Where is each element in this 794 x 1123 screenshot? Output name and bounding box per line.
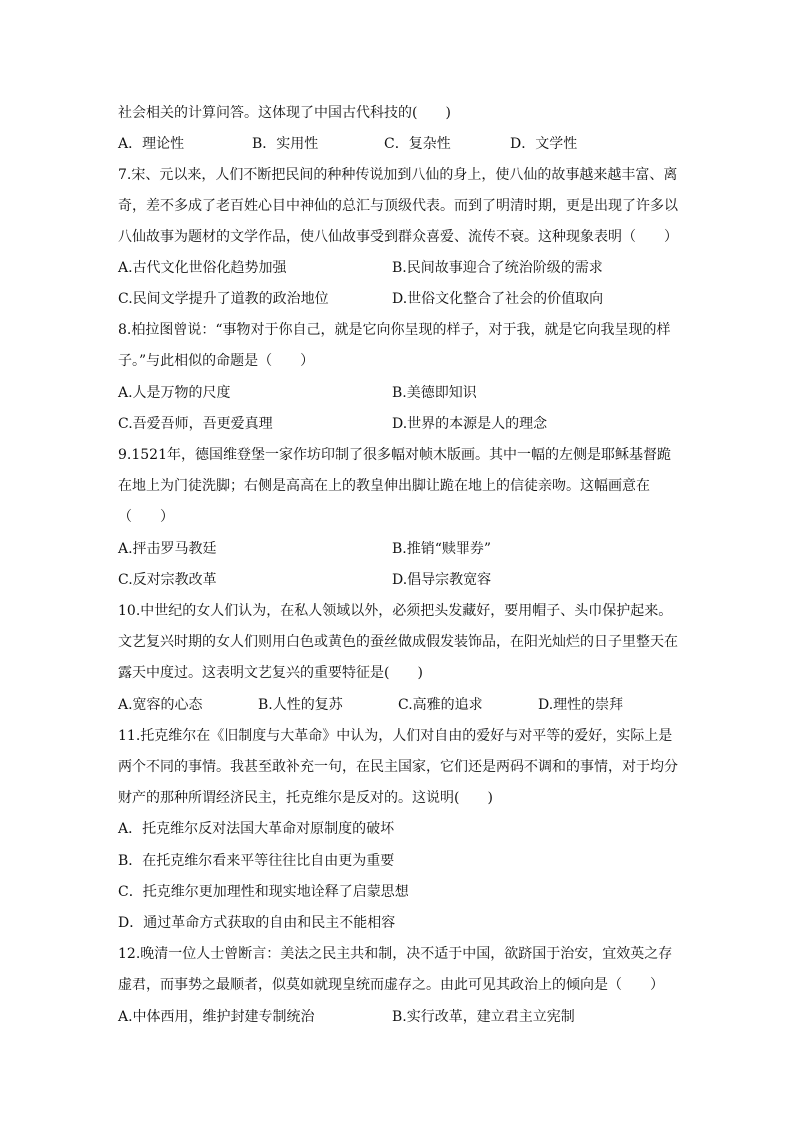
- q9-option-d: D.倡导宗教宽容: [392, 572, 492, 588]
- q8-stem-line-1: 8.柏拉图曾说：“事物对于你自己，就是它向你呈现的样子，对于我，就是它向我呈现的样: [118, 322, 671, 338]
- q7-option-d: D.世俗文化整合了社会的价值取向: [392, 291, 604, 307]
- q11-option-b: B．在托克维尔看来平等往往比自由更为重要: [118, 853, 395, 869]
- q7-stem-line-2: 奇，差不多成了老百姓心目中神仙的总汇与顶级代表。而到了明清时期，更是出现了许多以: [118, 198, 678, 214]
- q6-option-a: A．理论性: [118, 136, 185, 152]
- q10-option-a: A.宽容的心态: [118, 697, 203, 713]
- q12-option-b: B.实行改革，建立君主立宪制: [392, 1009, 575, 1025]
- q11-option-a: A．托克维尔反对法国大革命对原制度的破坏: [118, 821, 395, 837]
- q10-option-c: C.高雅的追求: [398, 697, 483, 713]
- q11-stem-line-1: 11.托克维尔在《旧制度与大革命》中认为，人们对自由的爱好与对平等的爱好，实际上是: [118, 728, 673, 744]
- q11-option-d: D．通过革命方式获取的自由和民主不能相容: [118, 915, 396, 931]
- q9-stem-line-2: 在地上为门徒洗脚；右侧是高高在上的教皇伸出脚让跪在地上的信徒亲吻。这幅画意在: [118, 478, 650, 494]
- q7-stem-line-1: 7.宋、元以来，人们不断把民间的种种传说加到八仙的身上，使八仙的故事越来越丰富、离: [118, 167, 678, 183]
- q9-stem-line-3: （ ）: [118, 509, 174, 525]
- q8-option-c: C.吾爱吾师，吾更爱真理: [118, 416, 273, 432]
- q8-option-d: D.世界的本源是人的理念: [392, 416, 548, 432]
- q12-stem-line-1: 12.晚清一位人士曾断言：美法之民主共和制，决不适于中国，欲跻国于治安，宜效英之存: [118, 946, 673, 962]
- q9-option-c: C.反对宗教改革: [118, 572, 217, 588]
- q11-stem-line-2: 两个不同的事情。我甚至敢补充一句，在民主国家，它们还是两码不调和的事情，对于均分: [118, 759, 678, 775]
- q11-stem-line-3: 财产的那种所谓经济民主，托克维尔是反对的。这说明( ): [118, 790, 493, 806]
- q6-option-d: D．文学性: [510, 136, 578, 152]
- q10-stem-line-3: 露天中度过。这表明文艺复兴的重要特征是( ): [118, 665, 423, 681]
- q6-option-b: B．实用性: [252, 136, 319, 152]
- q6-option-c: C．复杂性: [384, 136, 451, 152]
- q10-option-d: D.理性的崇拜: [538, 697, 624, 713]
- q10-stem-line-2: 文艺复兴时期的女人们则用白色或黄色的蚕丝做成假发装饰品，在阳光灿烂的日子里整天在: [118, 634, 678, 650]
- q12-stem-line-2: 虚君，而事势之最顺者，似莫如就现皇统而虚存之。由此可见其政治上的倾向是（ ）: [118, 977, 664, 993]
- q6-stem-end: 社会相关的计算问答。这体现了中国古代科技的( ): [118, 105, 451, 121]
- q7-option-b: B.民间故事迎合了统治阶级的需求: [392, 260, 603, 276]
- q12-option-a: A.中体西用，维护封建专制统治: [118, 1009, 315, 1025]
- q7-option-c: C.民间文学提升了道教的政治地位: [118, 291, 329, 307]
- q8-option-b: B.美德即知识: [392, 385, 477, 401]
- q8-option-a: A.人是万物的尺度: [118, 385, 231, 401]
- q11-option-c: C．托克维尔更加理性和现实地诠释了启蒙思想: [118, 884, 409, 900]
- q7-stem-line-3: 八仙故事为题材的文学作品，使八仙故事受到群众喜爱、流传不衰。这种现象表明（ ）: [118, 229, 678, 245]
- q7-option-a: A.古代文化世俗化趋势加强: [118, 260, 287, 276]
- q8-stem-line-2: 子。”与此相似的命题是（ ）: [118, 353, 315, 369]
- q10-stem-line-1: 10.中世纪的女人们认为，在私人领域以外，必须把头发藏好，要用帽子、头巾保护起来。: [118, 603, 673, 619]
- q10-option-b: B.人性的复苏: [258, 697, 343, 713]
- q9-option-b: B.推销“赎罪券”: [392, 541, 492, 557]
- q9-stem-line-1: 9.1521年，德国维登堡一家作坊印制了很多幅对帧木版画。其中一幅的左侧是耶稣基督跪: [118, 447, 671, 463]
- q9-option-a: A.抨击罗马教廷: [118, 541, 217, 557]
